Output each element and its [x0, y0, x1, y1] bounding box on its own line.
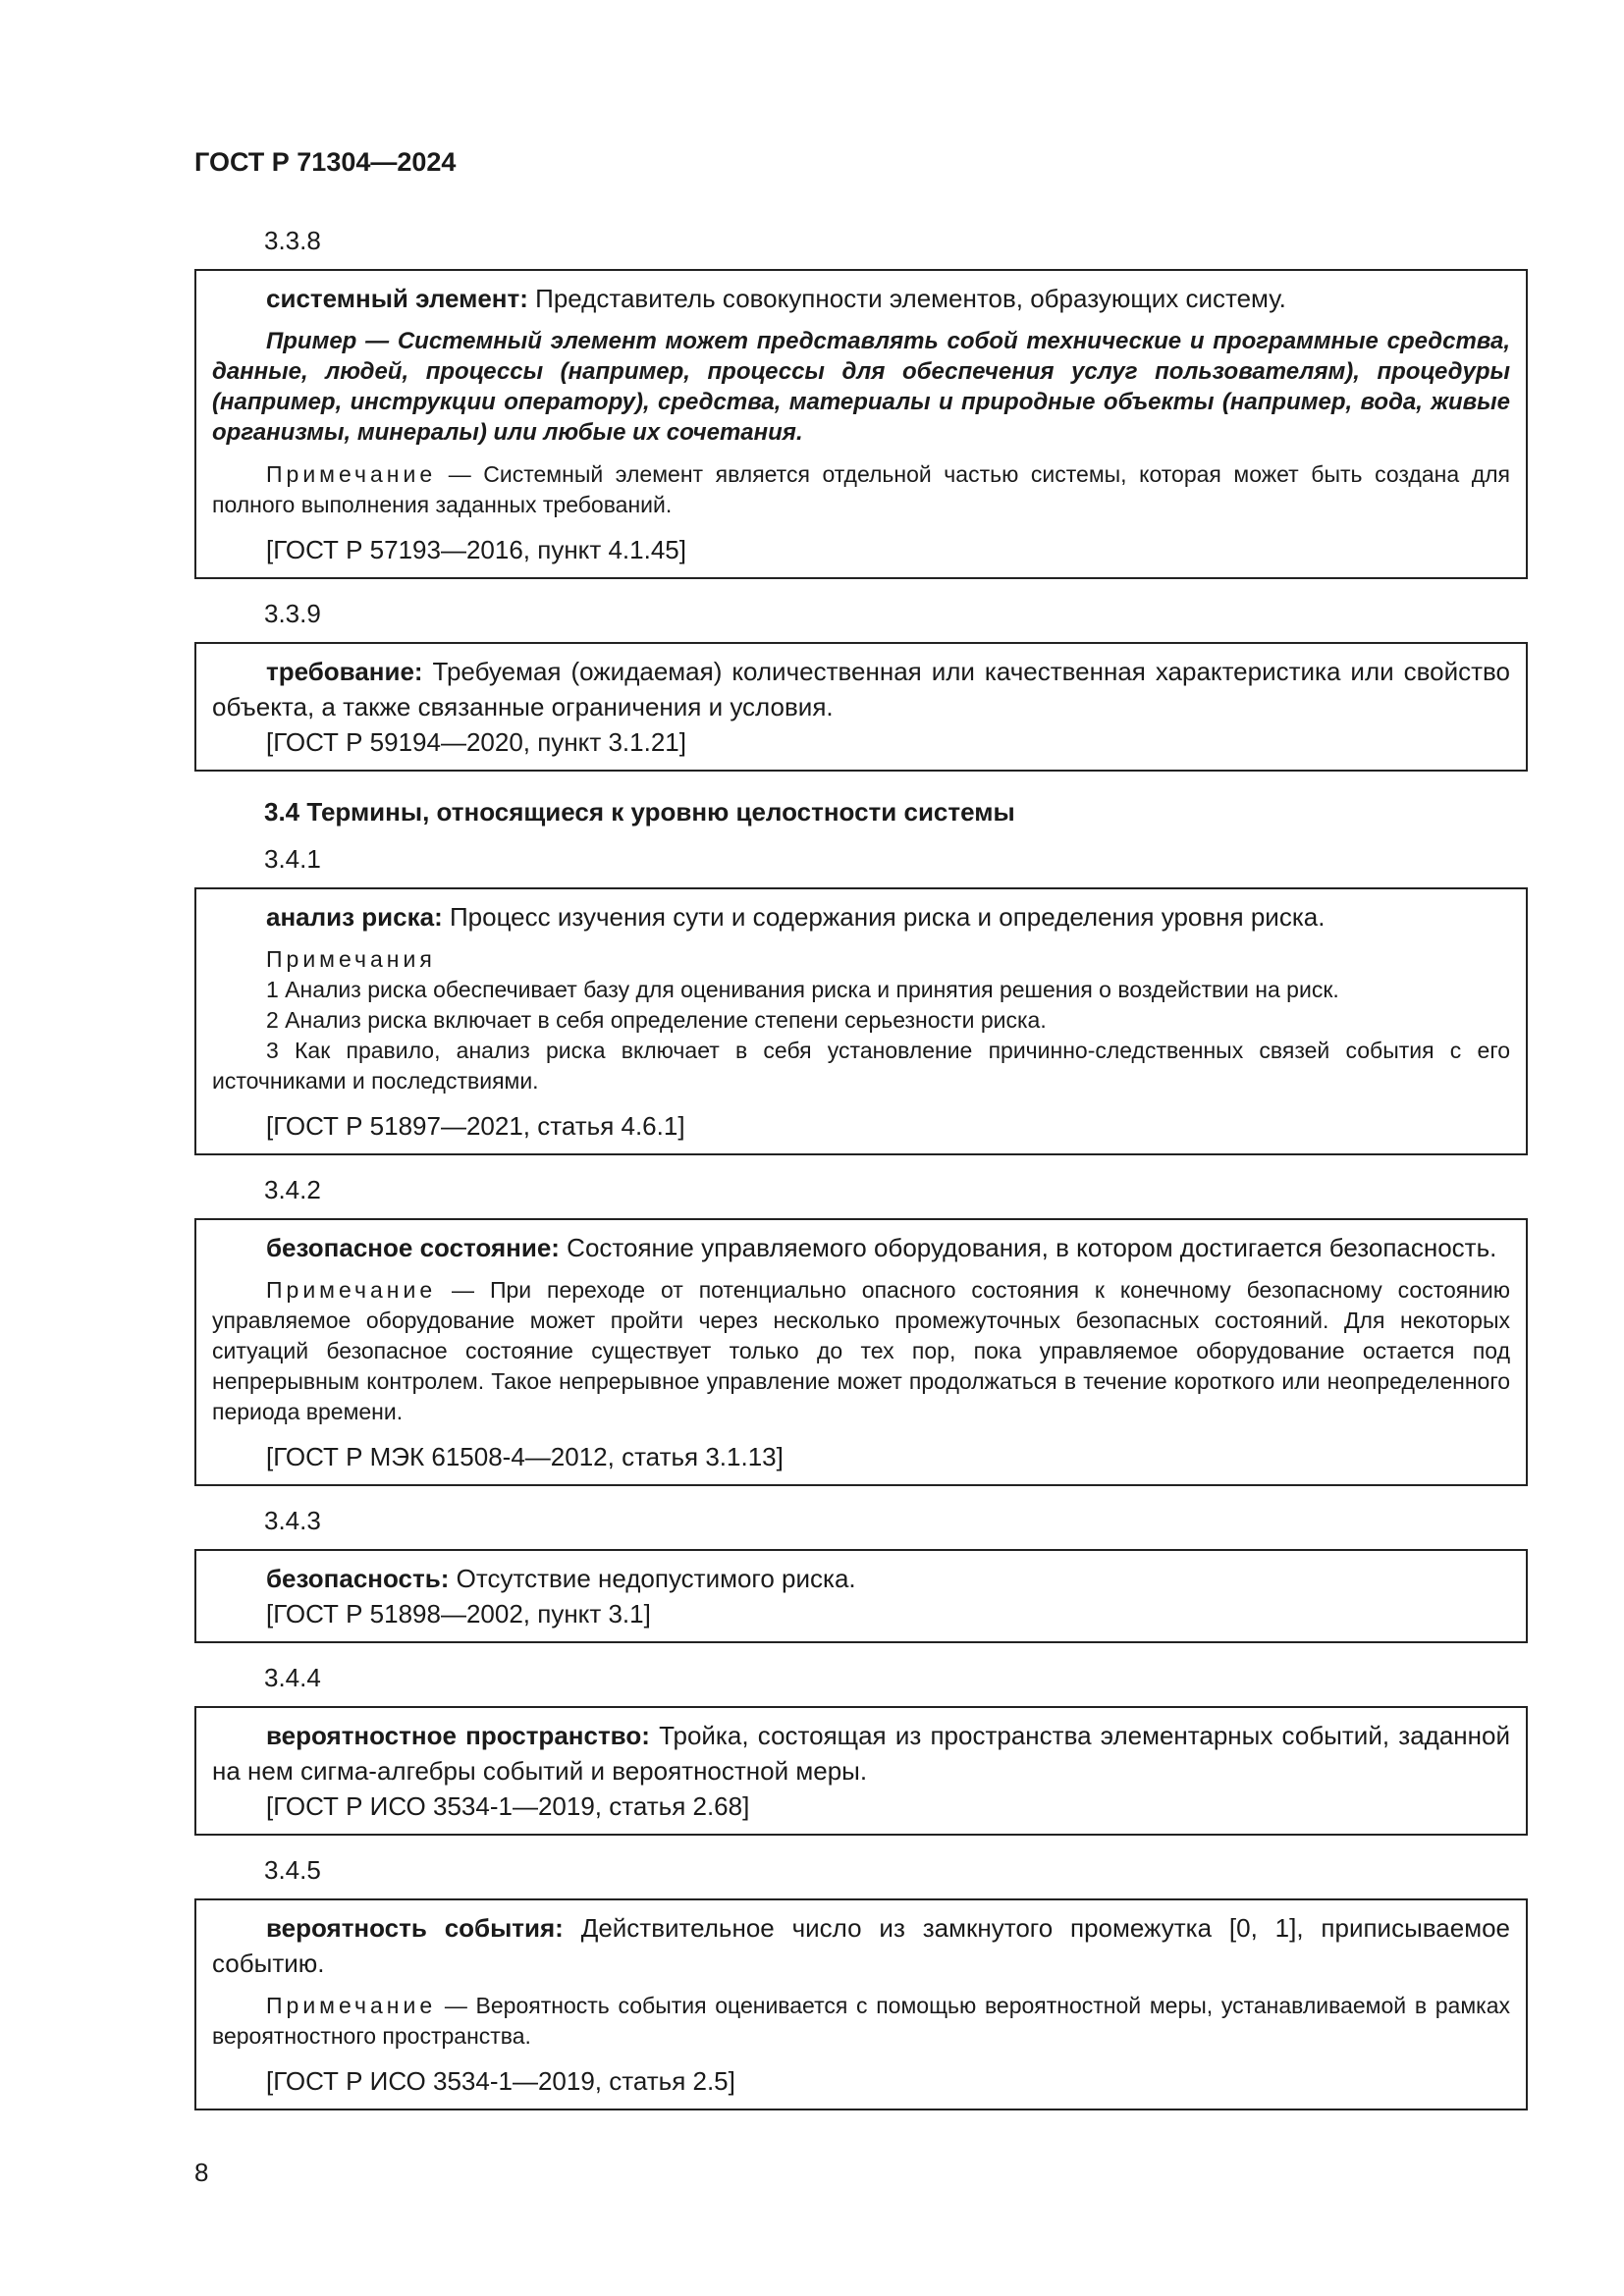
term-number: 3.3.9 — [264, 599, 321, 628]
definition-text: Состояние управляемого оборудования, в котором достигается безопасность. — [559, 1233, 1497, 1262]
document-header: ГОСТ Р 71304—2024 — [194, 147, 457, 177]
term-number: 3.4.5 — [264, 1855, 321, 1885]
term-name: системный элемент: — [266, 284, 528, 313]
term-definition — [212, 899, 1510, 934]
page-number: 8 — [194, 2158, 209, 2187]
section-heading: 3.4 Термины, относящиеся к уровню целостности системы — [264, 797, 1015, 827]
term-box-system-element — [194, 269, 1528, 579]
note-label: Примечание — [266, 1277, 437, 1303]
definition-text: Действительное число из замкнутого промежутка [0, 1], приписываемое событию. — [212, 1913, 1510, 1978]
term-source: [ГОСТ Р 57193—2016, пункт 4.1.45] — [266, 535, 686, 564]
term-name: безопасность: — [266, 1564, 450, 1593]
term-number: 3.4.1 — [264, 844, 321, 874]
document-body — [194, 224, 1528, 2128]
term-name: анализ риска: — [266, 902, 443, 932]
notes-label: Примечания — [266, 946, 436, 972]
note-item: 3 Как правило, анализ риска включает в себя установление причинно-следственных связей события с его источниками и последствиями. — [212, 1038, 1510, 1094]
note-text: — При переходе от потенциально опасного состояния к конечному безопасному состоянию управляемое оборудование может пройти через несколько промежуточных безопасных состояний. Для некоторых ситуаций безопасное состояние существует только до тех пор, пока управляемое оборудование остается под непрерывным контролем. Такое непрерывное управление может продолжаться в течение короткого или неопределенного периода времени. — [212, 1277, 1510, 1424]
term-example: Пример — Системный элемент может представлять собой технические и программные средства, данные, людей, процессы (например, процессы для обеспечения услуг пользователям), процедуры (например, инструкции оператору), средства, материалы и природные объекты (например, вода, живые организмы, минералы) или любые их сочетания. — [212, 328, 1510, 446]
term-name: требование: — [266, 657, 423, 686]
term-box-probability-space — [194, 1706, 1528, 1836]
term-number: 3.4.2 — [264, 1175, 321, 1204]
note-item: 2 Анализ риска включает в себя определение степени серьезности риска. — [266, 1007, 1047, 1033]
term-source: [ГОСТ Р МЭК 61508-4—2012, статья 3.1.13] — [266, 1442, 784, 1471]
definition-text: Требуемая (ожидаемая) количественная или качественная характеристика или свойство объекта, а также связанные ограничения и условия. — [212, 657, 1510, 721]
term-definition — [212, 1718, 1510, 1789]
term-source: [ГОСТ Р 51897—2021, статья 4.6.1] — [266, 1111, 685, 1141]
term-number: 3.4.4 — [264, 1663, 321, 1692]
term-name: безопасное состояние: — [266, 1233, 560, 1262]
term-number: 3.4.3 — [264, 1506, 321, 1535]
term-definition — [212, 654, 1510, 724]
note-text: — Системный элемент является отдельной частью системы, которая может быть создана для полного выполнения заданных требований. — [212, 461, 1510, 517]
term-box-event-probability — [194, 1898, 1528, 2110]
note-label: Примечание — [266, 1993, 437, 2018]
term-note — [212, 1991, 1510, 2052]
definition-text: Представитель совокупности элементов, образующих систему. — [527, 284, 1286, 313]
term-box-risk-analysis — [194, 887, 1528, 1155]
note-label: Примечание — [266, 461, 437, 487]
definition-text: Отсутствие недопустимого риска. — [449, 1564, 856, 1593]
term-definition — [212, 1230, 1510, 1265]
term-box-safety — [194, 1549, 1528, 1643]
term-note — [212, 1275, 1510, 1427]
term-source: [ГОСТ Р ИСО 3534-1—2019, статья 2.5] — [266, 2066, 735, 2096]
term-number: 3.3.8 — [264, 226, 321, 255]
term-source: [ГОСТ Р 59194—2020, пункт 3.1.21] — [266, 727, 686, 757]
term-name: вероятность события: — [266, 1913, 564, 1943]
term-note — [212, 459, 1510, 520]
definition-text: Процесс изучения сути и содержания риска и определения уровня риска. — [442, 902, 1326, 932]
term-box-requirement — [194, 642, 1528, 772]
term-source: [ГОСТ Р 51898—2002, пункт 3.1] — [266, 1599, 651, 1629]
term-box-safe-state — [194, 1218, 1528, 1486]
note-text: — Вероятность события оценивается с помощью вероятностной меры, устанавливаемой в рамках вероятностного пространства. — [212, 1993, 1510, 2049]
term-definition — [212, 1910, 1510, 1981]
definition-text: Тройка, состоящая из пространства элементарных событий, заданной на нем сигма-алгебры событий и вероятностной меры. — [212, 1721, 1510, 1786]
note-item: 1 Анализ риска обеспечивает базу для оценивания риска и принятия решения о воздействии на риск. — [266, 977, 1339, 1002]
term-name: вероятностное пространство: — [266, 1721, 650, 1750]
term-source: [ГОСТ Р ИСО 3534-1—2019, статья 2.68] — [266, 1791, 750, 1821]
term-definition — [212, 281, 1510, 316]
term-definition — [212, 1561, 1510, 1596]
